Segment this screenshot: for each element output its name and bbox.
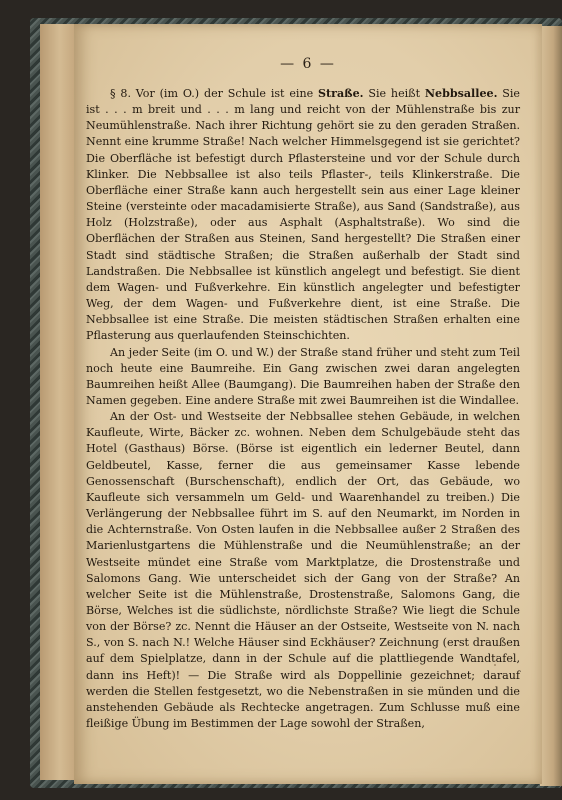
body-text bbox=[86, 86, 520, 732]
paragraph bbox=[86, 345, 520, 410]
bold-term: Straße. bbox=[318, 87, 364, 100]
text-run: An der Ost- und Westseite der Nebbsallee stehen Gebäude, in welchen Kaufleute, Wirte, Bäcker zc. wohnen. Neben dem Schulgebäude steht das Hotel (Gasthaus) Börse. (Börse ist eigentlich ein lederner Beutel, dann Geldbeutel, Kasse, ferner die aus gemeinsamer Kasse lebende Genossenschaft (Burschenschaft), endlich der Ort, das Gebäude, wo Kaufleute sich versammeln um Geld- und Waarenhandel zu treiben.) Die Verlängerung der Nebbsallee führt im S. auf den Neumarkt, im Norden in die Achternstraße. Von Osten laufen in die Nebbsallee außer 2 Straßen des Marienlustgartens die Mühlenstraße und die Neumühlenstraße; an der Westseite mündet eine Straße vom Marktplatze, die Drostenstraße und Salomons Gang. Wie unterscheidet sich der Gang von der Straße? An welcher Seite ist die Mühlenstraße, Drostenstraße, Salomons Gang, die Börse, Welches ist die südlichste, nördlichste Straße? Wie liegt die Schule von der Börse? zc. Nennt die Häuser an der Ostseite, Westseite von N. nach S., von S. nach N.! Welche Häuser sind Eckhäuser? Zeichnung (erst draußen auf dem Spielplatze, dann in der Schule auf die plattliegende Wandtafel, dann ins Heft)! — Die Straße wird als Doppellinie gezeichnet; darauf werden die Stellen festgesetzt, wo die Nebenstraßen in sie münden und die anstehenden Gebäude als Rechtecke angetragen. Zum Schlusse muß eine fleißige Übung im Bestimmen der Lage sowohl der Straßen, bbox=[86, 410, 520, 731]
paragraph bbox=[86, 86, 520, 345]
page-number: — 6 — bbox=[280, 56, 336, 72]
text-run: Sie heißt bbox=[363, 87, 425, 100]
bold-term: Nebbsallee. bbox=[424, 87, 498, 100]
text-run: Sie ist . . . m breit und . . . m lang und reicht von der Mühlenstraße bis zur Neumühlenstraße. Nach ihrer Richtung gehört sie zu den geraden Straßen. Nennt eine krumme Straße! Nach welcher Himmelsgegend ist sie gerichtet? Die Oberfläche ist befestigt durch Pflastersteine und vor der Schule durch Klinker. Die Nebbsallee ist also teils Pflaster-, teils Klinkerstraße. Die Oberfläche einer Straße kann auch hergestellt sein aus einer Lage kleiner Steine (versteinte oder macadamisierte Straße), aus Sand (Sandstraße), aus Holz (Holzstraße), oder aus Asphalt (Asphaltstraße). Wo sind die Oberflächen der Straßen aus Steinen, Sand hergestellt? Die Straßen einer Stadt sind städtische Straßen; die Straßen außerhalb der Stadt sind Landstraßen. Die Nebbsallee ist künstlich angelegt und befestigt. Sie dient dem Wagen- und Fußverkehre. Ein künstlich angelegter und befestigter Weg, der dem Wagen- und Fußverkehre dient, ist eine Straße. Die Nebbsallee ist eine Straße. Die meisten städtischen Straßen erhalten eine Pflasterung aus querlaufenden Steinschichten. bbox=[86, 87, 520, 343]
text-run: An jeder Seite (im O. und W.) der Straße stand früher und steht zum Teil noch heute eine Baumreihe. Ein Gang zwischen zwei daran angelegten Baumreihen heißt Allee (Baumgang). Die Baumreihen haben der Straße den Namen gegeben. Eine andere Straße mit zwei Baumreihen ist die Windallee. bbox=[86, 345, 520, 407]
book-spine-pages bbox=[40, 24, 76, 780]
text-run: § 8. Vor (im O.) der Schule ist eine bbox=[110, 87, 319, 100]
paragraph bbox=[86, 409, 520, 732]
page-edge-right bbox=[540, 26, 562, 786]
